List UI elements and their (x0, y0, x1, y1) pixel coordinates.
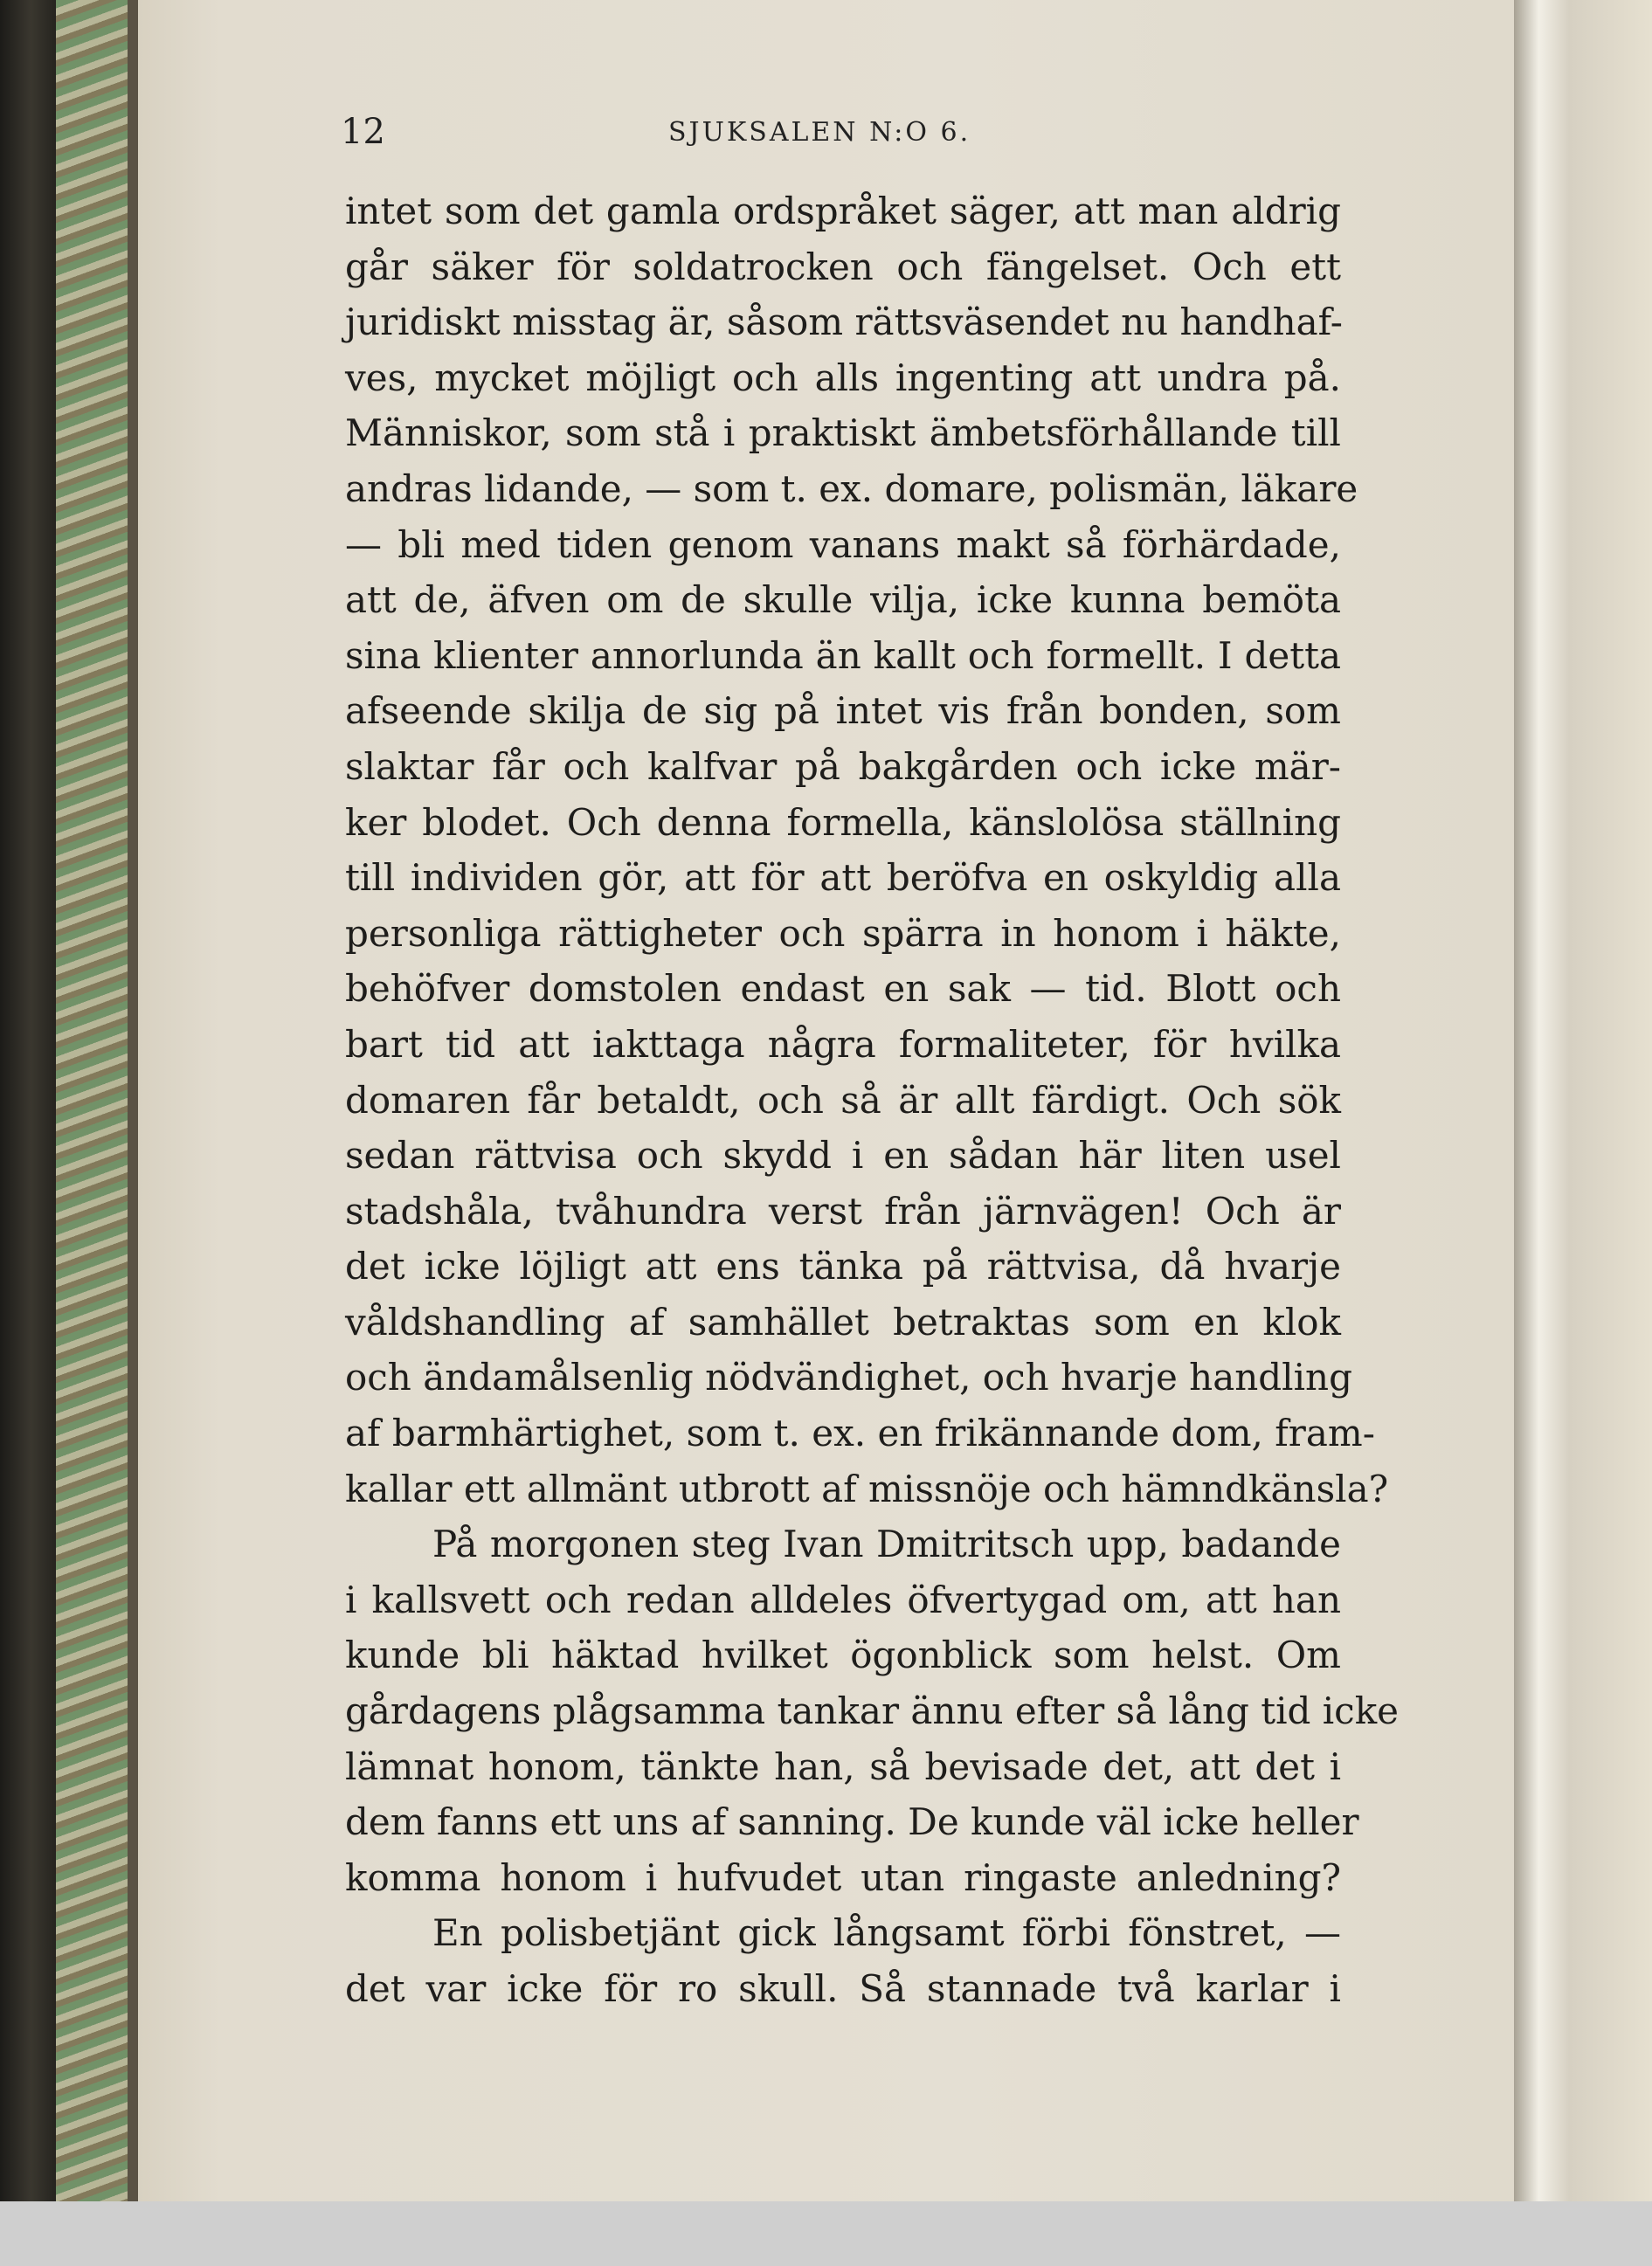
text-line: juridiskt misstag är, såsom rättsväsendet nu handhaf- (345, 301, 1343, 344)
page-stack-edge (1514, 0, 1652, 2201)
marbled-endpaper (56, 0, 128, 2201)
text-line: stadshåla, tvåhundra verst från järnvägen! Och är (345, 1189, 1341, 1233)
text-line: kallar ett allmänt utbrott af missnöje och hämndkänsla? (345, 1467, 1389, 1510)
text-line: personliga rättigheter och spärra in honom i häkte, (345, 911, 1341, 955)
cover-board-edge (128, 0, 138, 2201)
text-line: slaktar får och kalfvar på bakgården och icke mär- (345, 744, 1341, 788)
text-line: våldshandling af samhället betraktas som en klok (345, 1300, 1341, 1344)
page-header (341, 112, 1345, 155)
text-line: i kallsvett och redan alldeles öfvertygad om, att han (345, 1578, 1341, 1621)
text-line: af barmhärtighet, som t. ex. en frikännande dom, fram- (345, 1412, 1375, 1455)
text-line: att de, äfven om de skulle vilja, icke kunna bemöta (345, 578, 1341, 622)
text-line: kunde bli häktad hvilket ögonblick som helst. Om (345, 1634, 1341, 1677)
text-line: domaren får betaldt, och så är allt färdigt. Och sök (345, 1078, 1341, 1122)
text-line: komma honom i hufvudet utan ringaste anledning? (345, 1855, 1341, 1899)
text-line: till individen gör, att för att beröfva en oskyldig alla (345, 856, 1341, 900)
text-line: bart tid att iakttaga några formaliteter, för hvilka (345, 1022, 1341, 1066)
text-line: det icke löjligt att ens tänka på rättvisa, då hvarje (345, 1245, 1341, 1288)
text-line: På morgonen steg Ivan Dmitritsch upp, badande (432, 1523, 1341, 1566)
text-line: och ändamålsenlig nödvändighet, och hvarje handling (345, 1356, 1352, 1399)
text-line: ker blodet. Och denna formella, känslolösa ställning (345, 800, 1341, 844)
text-line: gårdagens plågsamma tankar ännu efter så lång tid icke (345, 1689, 1400, 1733)
text-line: behöfver domstolen endast en sak — tid. Blott och (345, 967, 1341, 1011)
text-line: ves, mycket möjligt och alls ingenting att undra på. (345, 356, 1341, 399)
text-line: — bli med tiden genom vanans makt så förhärdade, (345, 522, 1341, 566)
text-line: Människor, som stå i praktiskt ämbetsförhållande till (345, 411, 1341, 455)
text-line: intet som det gamla ordspråket säger, att man aldrig (345, 190, 1341, 232)
scanner-bed (0, 2201, 1652, 2266)
body-text (345, 183, 1400, 2017)
text-line: lämnat honom, tänkte han, så bevisade det, att det i (345, 1744, 1341, 1788)
text-line: sedan rättvisa och skydd i en sådan här liten usel (345, 1134, 1341, 1178)
running-head: SJUKSALEN N:O 6. (668, 117, 971, 148)
book-spine (0, 0, 56, 2201)
text-line: afseende skilja de sig på intet vis från bonden, som (345, 689, 1341, 733)
text-line: går säker för soldatrocken och fängelset. Och ett (345, 245, 1341, 288)
text-line: andras lidande, — som t. ex. domare, polismän, läkare (345, 466, 1358, 510)
text-line: dem fanns ett uns af sanning. De kunde väl icke heller (345, 1800, 1359, 1844)
text-line: sina klienter annorlunda än kallt och formellt. I detta (345, 633, 1341, 677)
text-line: det var icke för ro skull. Så stannade två karlar i (345, 1967, 1341, 2010)
page-number: 12 (341, 112, 385, 152)
text-line: En polisbetjänt gick långsamt förbi fönstret, — (432, 1911, 1341, 1955)
